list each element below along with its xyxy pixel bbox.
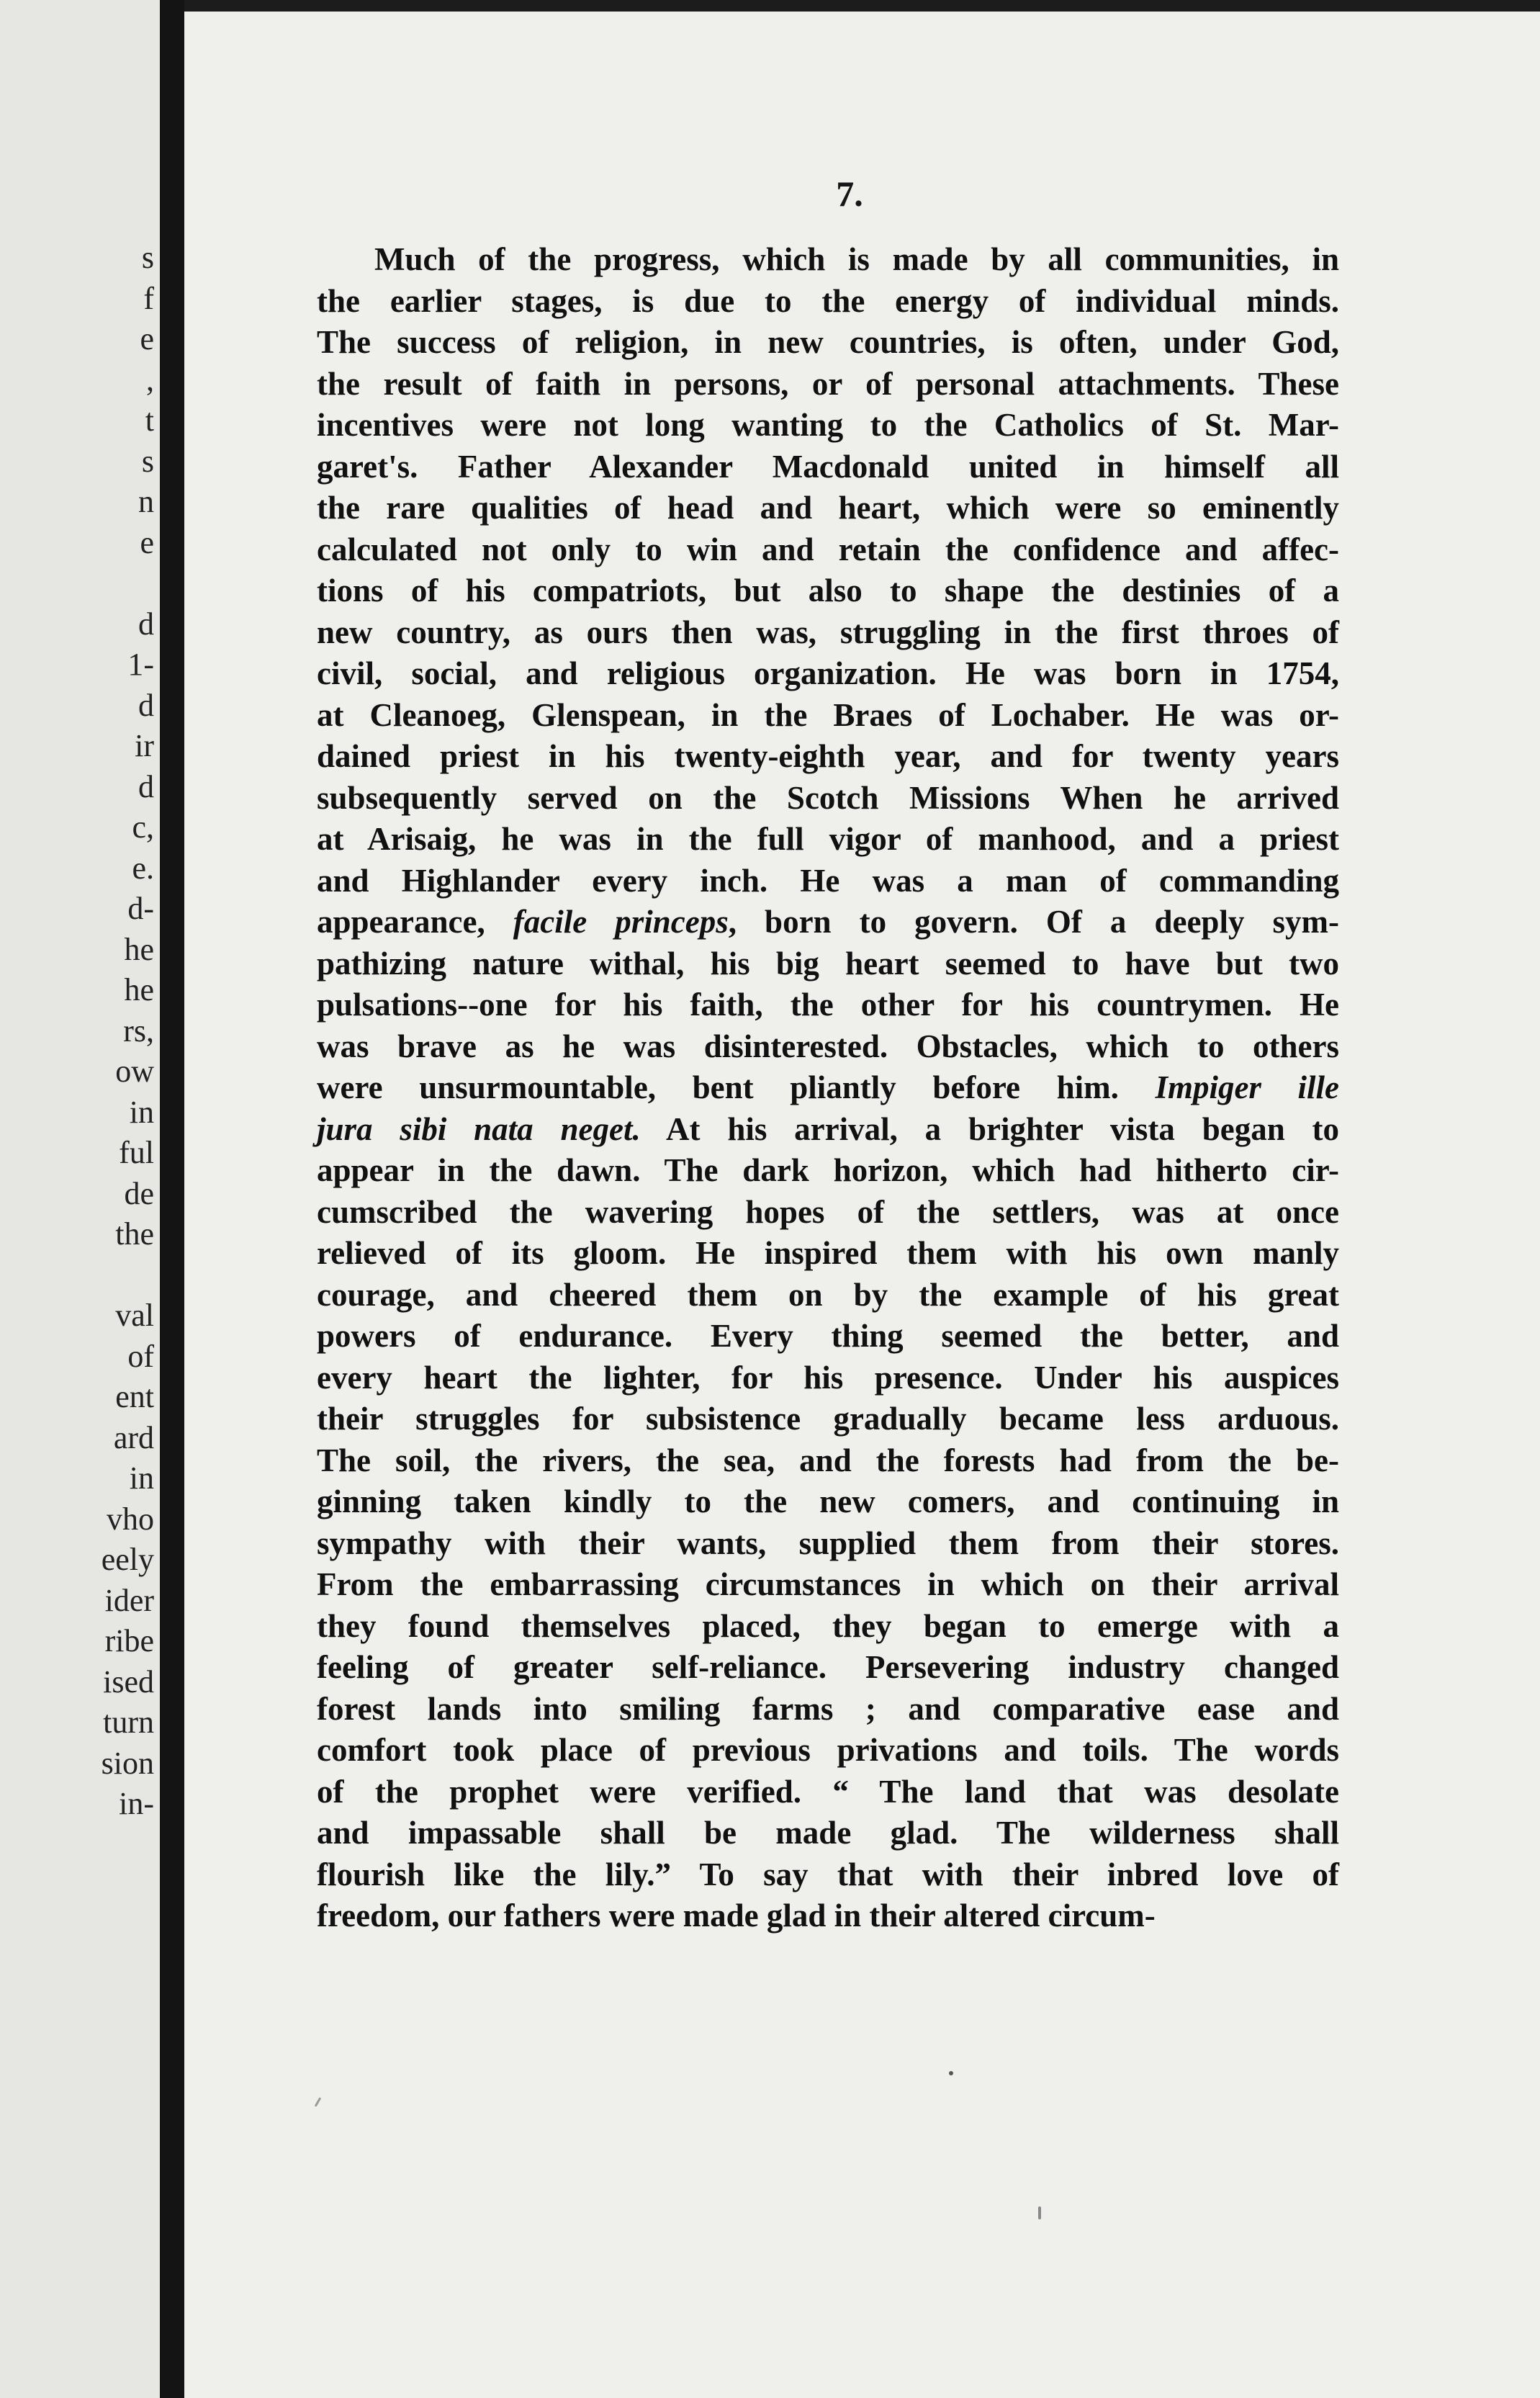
left-fragment: t (145, 403, 154, 438)
text-line: sympathy with their wants, supplied them from their stores. (317, 1524, 1339, 1561)
text-line: pulsations--one for his faith, the other for his countrymen. He (317, 987, 1339, 1023)
text-line: the earlier stages, is due to the energy of individual minds. (317, 282, 1339, 319)
text-line: From the embarrassing circumstances in which on their arrival (317, 1566, 1339, 1602)
left-fragment: ir (135, 728, 154, 763)
text-line: was brave as he was disinterested. Obstacles, which to others (317, 1028, 1339, 1064)
left-fragment: he (124, 931, 154, 967)
text-line: were unsurmountable, bent pliantly before him. Impiger ille (317, 1069, 1340, 1105)
left-fragment: sion (101, 1745, 154, 1781)
left-fragment: the (115, 1216, 154, 1252)
left-fragment: , (146, 362, 154, 398)
left-fragment: e (140, 321, 154, 356)
text-line: flourish like the lily.” To say that with their inbred love of (317, 1856, 1339, 1892)
left-fragment: s (141, 240, 154, 275)
left-fragment: in (129, 1094, 154, 1130)
page-top-edge (184, 0, 1540, 12)
left-fragment: n (138, 484, 154, 519)
text-line: relieved of its gloom. He inspired them with his own manly (317, 1235, 1339, 1271)
italic-latin-phrase: jura sibi nata neget. (317, 1110, 641, 1147)
left-fragment: rs, (123, 1012, 154, 1048)
left-fragment: ider (104, 1582, 154, 1618)
left-fragment: val (115, 1298, 154, 1333)
text-line: feeling of greater self-reliance. Persevering industry changed (317, 1649, 1339, 1685)
left-fragment: c, (132, 809, 154, 845)
left-fragment: ow (115, 1054, 154, 1089)
left-fragment (102, 563, 154, 604)
text-line: tions of his compatriots, but also to shape the destinies of a (317, 572, 1339, 609)
left-fragment: e (140, 524, 154, 560)
text-line: The soil, the rivers, the sea, and the forests had from the be- (317, 1442, 1339, 1478)
left-fragment: vho (107, 1501, 154, 1537)
text-line: new country, as ours then was, struggling in the first throes of (317, 614, 1339, 650)
text-line: of the prophet were verified. “ The land that was desolate (317, 1773, 1339, 1810)
left-fragment: 1- (127, 647, 154, 682)
left-fragment: d (138, 768, 154, 804)
text-line: dained priest in his twenty-eighth year, and for twenty years (317, 738, 1339, 774)
text-line: jura sibi nata neget. At his arrival, a brighter vista began to (317, 1110, 1339, 1147)
text-line: the result of faith in persons, or of personal attachments. These (317, 365, 1339, 402)
text-line: forest lands into smiling farms ; and comparative ease and (317, 1690, 1339, 1727)
text-line: they found themselves placed, they began to emerge with a (317, 1607, 1339, 1644)
text-line: and Highlander every inch. He was a man of commanding (317, 862, 1339, 899)
text-line: freedom, our fathers were made glad in their altered circum- (317, 1898, 1156, 1934)
left-fragment: d (138, 687, 154, 723)
text-line: cumscribed the wavering hopes of the settlers, was at once (317, 1193, 1339, 1230)
left-fragment (102, 1255, 154, 1296)
text-line: powers of endurance. Every thing seemed the better, and (317, 1318, 1339, 1354)
left-fragment: ard (113, 1419, 154, 1455)
left-fragment: eely (101, 1542, 154, 1577)
left-fragment: f (143, 280, 154, 316)
text-line: appear in the dawn. The dark horizon, which had hitherto cir- (317, 1152, 1339, 1188)
text-line: courage, and cheered them on by the example of his great (317, 1276, 1339, 1313)
paper-speck (1038, 2206, 1041, 2219)
left-fragment: ful (119, 1135, 154, 1170)
text-line: comfort took place of previous privations and toils. The words (317, 1732, 1339, 1768)
page-number: 7. (836, 174, 863, 214)
left-fragment: in (129, 1460, 154, 1496)
body-text (317, 239, 1339, 1937)
italic-latin-phrase: facile princeps (513, 904, 729, 940)
text-line: pathizing nature withal, his big heart seemed to have but two (317, 945, 1339, 982)
left-fragment: e. (132, 850, 154, 886)
left-fragment: de (124, 1175, 154, 1211)
text-line: ginning taken kindly to the new comers, and continuing in (317, 1483, 1339, 1519)
italic-latin-phrase: Impiger ille (1155, 1069, 1340, 1105)
left-fragment: of (127, 1338, 154, 1374)
text-line: civil, social, and religious organization. He was born in 1754, (317, 655, 1339, 691)
left-fragment: in- (119, 1786, 154, 1821)
text-line: the rare qualities of head and heart, which were so eminently (317, 490, 1339, 526)
left-fragment: ent (115, 1379, 154, 1414)
text-line: appearance, facile princeps, born to govern. Of a deeply sym- (317, 904, 1339, 940)
text-line: their struggles for subsistence gradually became less arduous. (317, 1401, 1339, 1437)
paper-speck (949, 2071, 953, 2075)
text-line: The success of religion, in new countries, is often, under God, (317, 324, 1339, 360)
left-fragment: d (138, 606, 154, 642)
left-fragment: ised (103, 1663, 154, 1699)
left-fragment: he (124, 972, 154, 1007)
text-line: every heart the lighter, for his presence. Under his auspices (317, 1359, 1339, 1396)
text-line: at Arisaig, he was in the full vigor of manhood, and a priest (317, 821, 1339, 857)
text-line: incentives were not long wanting to the Catholics of St. Mar- (317, 407, 1339, 443)
text-line: subsequently served on the Scotch Missions When he arrived (317, 779, 1339, 816)
text-line: and impassable shall be made glad. The wilderness shall (317, 1815, 1339, 1851)
left-fragment: ribe (104, 1623, 154, 1658)
text-line: at Cleanoeg, Glenspean, in the Braes of Lochaber. He was or- (317, 696, 1339, 733)
left-page-text-fragments (102, 238, 154, 1825)
text-line: garet's. Father Alexander Macdonald united in himself all (317, 448, 1339, 485)
text-line: Much of the progress, which is made by all communities, in (374, 241, 1339, 277)
left-fragment: turn (103, 1705, 154, 1740)
left-fragment: d- (127, 891, 154, 926)
book-gutter (160, 0, 184, 2398)
text-line: calculated not only to win and retain the confidence and affec- (317, 531, 1339, 567)
left-fragment: s (141, 443, 154, 479)
left-facing-page (0, 0, 160, 2398)
